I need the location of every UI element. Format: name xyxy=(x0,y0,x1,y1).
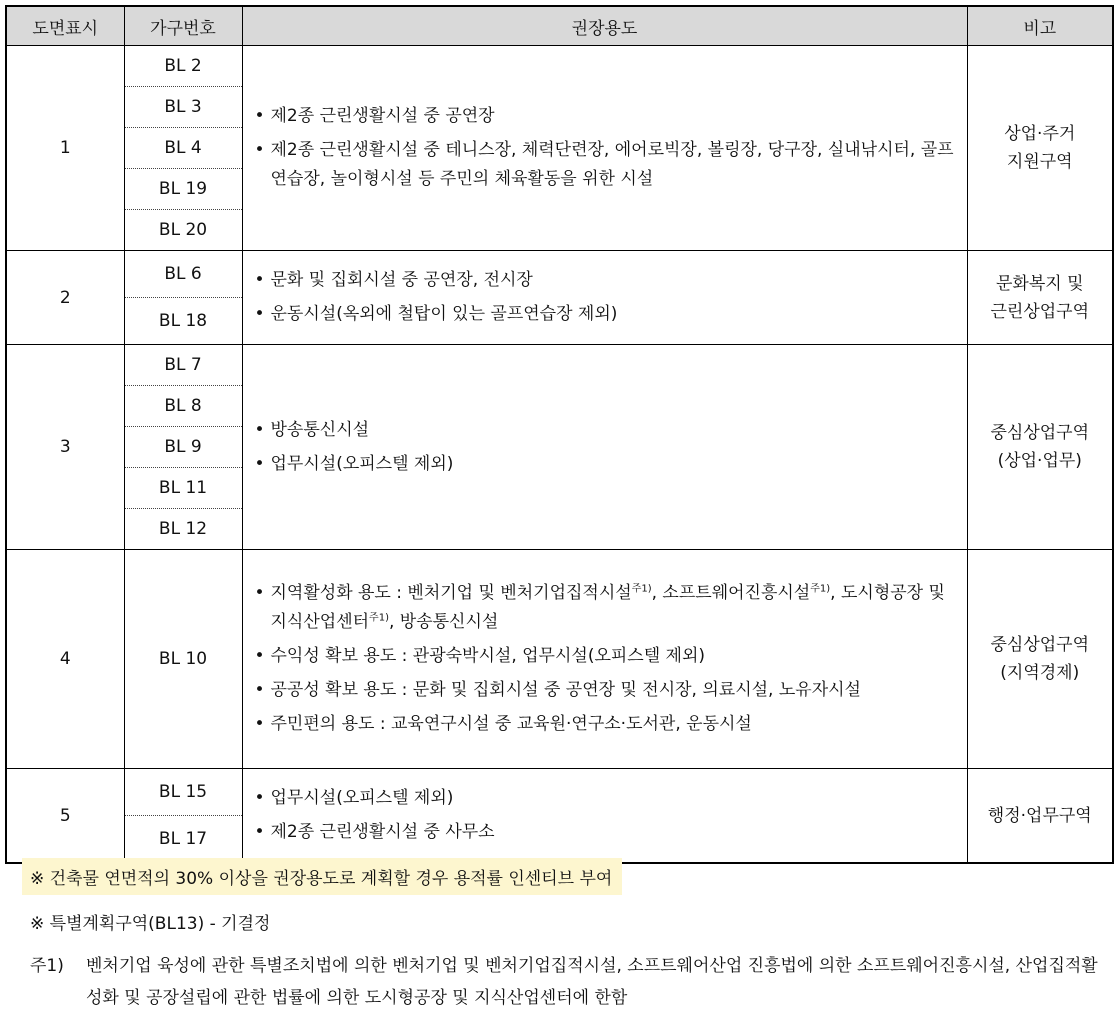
header-drawing-mark: 도면표시 xyxy=(6,6,124,46)
block-list xyxy=(124,769,242,864)
use-text: , 도시형공장 및 지식산업센터 xyxy=(270,583,945,632)
footnote-text: 벤처기업 육성에 관한 특별조치법에 의한 벤처기업 및 벤처기업집적시설, 소프트웨어산업 진흥법에 의한 소프트웨어진흥시설, 산업집적활성화 및 공장설립에 관한 법률에 의한 도시형공장 및 지식산업센터에 한함 xyxy=(86,956,1098,1008)
remark-line: 근린상업구역 xyxy=(990,301,1090,322)
block-cell: BL 8 xyxy=(125,386,242,427)
drawing-number: 1 xyxy=(6,46,124,251)
remark-cell xyxy=(967,769,1113,864)
remark-line: 지원구역 xyxy=(1006,152,1073,172)
header-block-number: 가구번호 xyxy=(124,6,242,46)
remark-cell xyxy=(967,251,1113,345)
table-row xyxy=(6,550,1113,769)
use-item: • 문화 및 집회시설 중 공연장, 전시장 xyxy=(255,266,959,295)
table-header-row xyxy=(6,6,1113,46)
block-cell: BL 20 xyxy=(158,220,208,240)
use-item: • 공공성 확보 용도 : 문화 및 집회시설 중 공연장 및 전시장, 의료시설, 노유자시설 xyxy=(255,676,959,705)
table-row xyxy=(6,345,1113,550)
recommended-uses xyxy=(242,345,967,550)
table-row xyxy=(6,251,1113,345)
remark-line: 행정·업무구역 xyxy=(987,805,1092,826)
incentive-note: ※ 건축물 연면적의 30% 이상을 권장용도로 계획할 경우 용적률 인센티브 부여 xyxy=(22,858,622,895)
remark-cell xyxy=(967,550,1113,769)
block-cell: BL 17 xyxy=(158,829,208,849)
block-cell: BL 7 xyxy=(125,345,242,386)
footnote-mark: 주1) xyxy=(369,612,389,624)
remark-cell xyxy=(967,46,1113,251)
block-cell: BL 19 xyxy=(125,169,242,210)
block-cell: BL 10 xyxy=(158,649,208,669)
table-row xyxy=(6,46,1113,251)
use-item: • 제2종 근린생활시설 중 공연장 xyxy=(255,102,959,131)
block-cell: BL 9 xyxy=(125,427,242,468)
use-item xyxy=(255,579,959,637)
drawing-number: 2 xyxy=(6,251,124,345)
header-recommended-use: 권장용도 xyxy=(242,6,967,46)
table-row xyxy=(6,769,1113,864)
block-cell: BL 11 xyxy=(125,468,242,509)
drawing-number: 3 xyxy=(6,345,124,550)
recommended-use-table xyxy=(5,5,1114,864)
footnotes xyxy=(20,858,1110,1014)
block-cell: BL 6 xyxy=(125,251,242,298)
block-list xyxy=(124,46,242,251)
remark-line: 문화복지 및 xyxy=(995,273,1084,294)
footnote-1 xyxy=(20,950,1110,1014)
footnote-mark: 주1) xyxy=(30,956,64,976)
use-item: • 제2종 근린생활시설 중 테니스장, 체력단련장, 에어로빅장, 볼링장, 당구장, 실내낚시터, 골프연습장, 놀이형시설 등 주민의 체육활동을 위한 시설 xyxy=(255,136,959,194)
use-item: • 수익성 확보 용도 : 관광숙박시설, 업무시설(오피스텔 제외) xyxy=(255,642,959,671)
recommended-uses xyxy=(242,46,967,251)
use-item: • 제2종 근린생활시설 중 사무소 xyxy=(255,818,959,847)
use-item: • 업무시설(오피스텔 제외) xyxy=(255,450,959,479)
block-list xyxy=(124,345,242,550)
recommended-uses xyxy=(242,251,967,345)
use-text: , 방송통신시설 xyxy=(388,612,499,632)
block-list xyxy=(124,550,242,769)
remark-line: (지역경제) xyxy=(1000,663,1080,683)
block-cell: BL 12 xyxy=(158,519,208,539)
use-item: • 주민편의 용도 : 교육연구시설 중 교육원·연구소·도서관, 운동시설 xyxy=(255,710,959,739)
use-item: • 운동시설(옥외에 철탑이 있는 골프연습장 제외) xyxy=(255,300,959,329)
footnote-mark: 주1) xyxy=(631,583,652,595)
block-list xyxy=(124,251,242,345)
drawing-number: 5 xyxy=(6,769,124,864)
use-text: , 소프트웨어진흥시설 xyxy=(651,583,811,603)
block-cell: BL 15 xyxy=(125,769,242,816)
special-plan-note: ※ 특별계획구역(BL13) - 기결정 xyxy=(30,914,271,934)
remark-line: 중심상업구역 xyxy=(990,423,1090,443)
use-text: 지역활성화 용도 : 벤처기업 및 벤처기업집적시설 xyxy=(270,583,632,603)
remark-cell xyxy=(967,345,1113,550)
header-remarks: 비고 xyxy=(967,6,1113,46)
use-item: • 방송통신시설 xyxy=(255,416,959,445)
block-cell: BL 2 xyxy=(125,46,242,87)
remark-line: 중심상업구역 xyxy=(990,635,1090,655)
recommended-uses xyxy=(242,550,967,769)
block-cell: BL 3 xyxy=(125,87,242,128)
remark-line: 상업·주거 xyxy=(1004,124,1076,144)
use-item: • 업무시설(오피스텔 제외) xyxy=(255,784,959,813)
block-cell: BL 18 xyxy=(158,311,208,331)
remark-line: (상업·업무) xyxy=(997,451,1082,471)
drawing-number: 4 xyxy=(6,550,124,769)
footnote-mark: 주1) xyxy=(810,583,831,595)
block-cell: BL 4 xyxy=(125,128,242,169)
recommended-uses xyxy=(242,769,967,864)
